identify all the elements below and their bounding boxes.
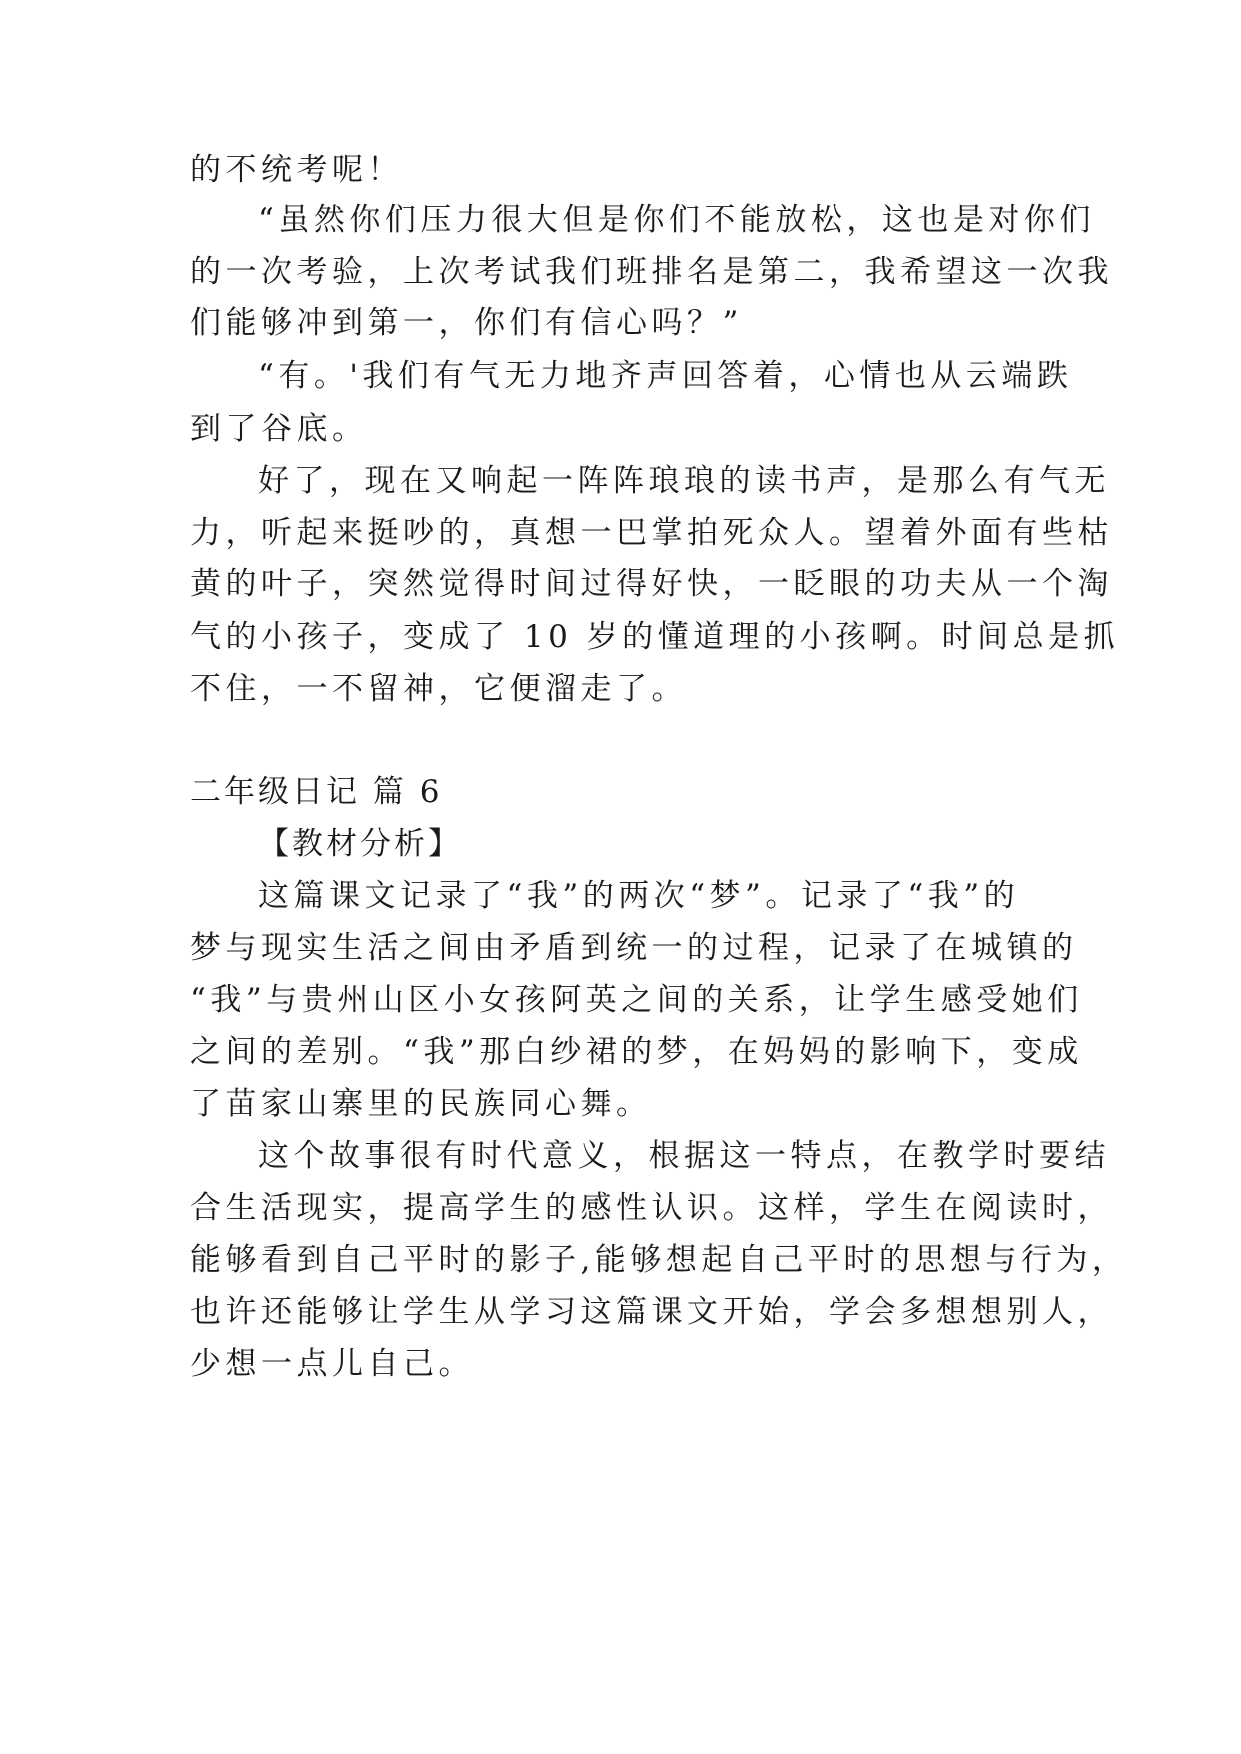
- paragraph-line: 黄的叶子，突然觉得时间过得好快，一眨眼的功夫从一个淘: [190, 566, 1113, 602]
- paragraph-line: 力，听起来挺吵的，真想一巴掌拍死众人。望着外面有些枯: [190, 515, 1113, 551]
- paragraph-line: 这个故事很有时代意义，根据这一特点，在教学时要结: [258, 1138, 1110, 1174]
- paragraph-line: 不住，一不留神，它便溜走了。: [190, 671, 687, 707]
- paragraph-line: 的一次考验，上次考试我们班排名是第二，我希望这一次我: [190, 254, 1113, 290]
- paragraph-line: “虽然你们压力很大但是你们不能放松，这也是对你们: [258, 202, 1095, 238]
- paragraph-line: 了苗家山寨里的民族同心舞。: [190, 1086, 652, 1122]
- paragraph-line: 少想一点儿自己。: [190, 1346, 474, 1382]
- paragraph-line: 合生活现实，提高学生的感性认识。这样，学生在阅读时，: [190, 1190, 1113, 1226]
- section-subtitle: 【教材分析】: [258, 826, 462, 862]
- paragraph-line: 这篇课文记录了“我”的两次“梦”。记录了“我”的: [258, 878, 1020, 914]
- paragraph-line: “有。'我们有气无力地齐声回答着，心情也从云端跌: [258, 358, 1073, 394]
- paragraph-line: 好了，现在又响起一阵阵琅琅的读书声，是那么有气无: [258, 463, 1110, 499]
- paragraph-line: 之间的差别。“我”那白纱裙的梦，在妈妈的影响下，变成: [190, 1034, 1083, 1070]
- section-title: 二年级日记 篇 6: [190, 774, 443, 810]
- paragraph-line: 的不统考呢！: [190, 152, 403, 188]
- paragraph-line: 梦与现实生活之间由矛盾到统一的过程，记录了在城镇的: [190, 930, 1078, 966]
- paragraph-line: 能够看到自己平时的影子,能够想起自己平时的思想与行为，: [190, 1242, 1128, 1278]
- paragraph-line: 们能够冲到第一，你们有信心吗？”: [190, 305, 743, 341]
- paragraph-line: 气的小孩子，变成了 10 岁的懂道理的小孩啊。时间总是抓: [190, 619, 1120, 655]
- paragraph-line: “我”与贵州山区小女孩阿英之间的关系，让学生感受她们: [190, 982, 1083, 1018]
- paragraph-line: 到了谷底。: [190, 411, 368, 447]
- paragraph-line: 也许还能够让学生从学习这篇课文开始，学会多想想别人，: [190, 1294, 1113, 1330]
